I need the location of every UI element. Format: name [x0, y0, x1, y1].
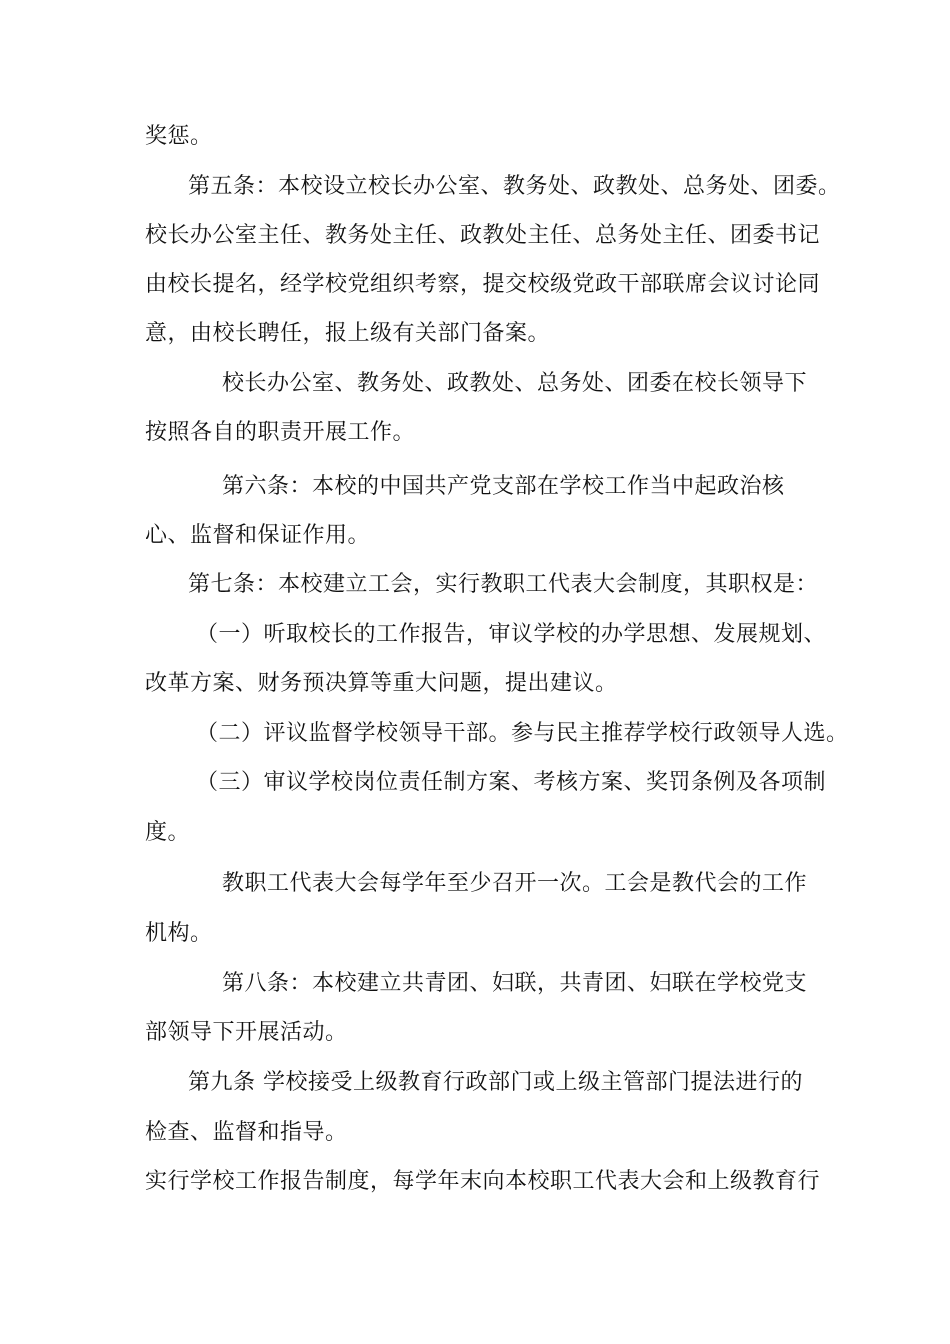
- text-line: 部领导下开展活动。: [145, 1020, 348, 1045]
- text-line: 第五条：本校设立校长办公室、教务处、政教处、总务处、团委。: [188, 174, 841, 199]
- text-line: 第八条：本校建立共青团、妇联，共青团、妇联在学校党支: [222, 971, 808, 996]
- text-line: 按照各自的职责开展工作。: [145, 420, 416, 445]
- text-line: 第九条 学校接受上级教育行政部门或上级主管部门提法进行的: [188, 1070, 803, 1095]
- text-line: （一）听取校长的工作报告，审议学校的办学思想、发展规划、: [196, 622, 827, 647]
- text-line: 教职工代表大会每学年至少召开一次。工会是教代会的工作: [222, 871, 808, 896]
- text-line: 校长办公室主任、教务处主任、政教处主任、总务处主任、团委书记: [145, 223, 821, 248]
- text-line: 心、监督和保证作用。: [145, 523, 371, 548]
- text-line: 奖惩。: [145, 124, 213, 149]
- text-line: 第六条：本校的中国共产党支部在学校工作当中起政治核: [222, 474, 785, 499]
- text-line: 检查、监督和指导。: [145, 1120, 348, 1145]
- text-line: 意，由校长聘任，报上级有关部门备案。: [145, 321, 551, 346]
- text-line: 度。: [145, 820, 191, 845]
- text-line: 校长办公室、教务处、政教处、总务处、团委在校长领导下: [222, 371, 808, 396]
- text-line: 由校长提名，经学校党组织考察，提交校级党政干部联席会议讨论同: [145, 272, 821, 297]
- text-line: （三）审议学校岗位责任制方案、考核方案、奖罚条例及各项制: [196, 770, 827, 795]
- text-line: （二）评议监督学校领导干部。参与民主推荐学校行政领导人选。: [196, 721, 849, 746]
- text-line: 改革方案、财务预决算等重大问题，提出建议。: [145, 671, 618, 696]
- text-line: 实行学校工作报告制度，每学年末向本校职工代表大会和上级教育行: [145, 1169, 821, 1194]
- text-line: 第七条：本校建立工会，实行教职工代表大会制度，其职权是：: [188, 572, 819, 597]
- text-line: 机构。: [145, 921, 213, 946]
